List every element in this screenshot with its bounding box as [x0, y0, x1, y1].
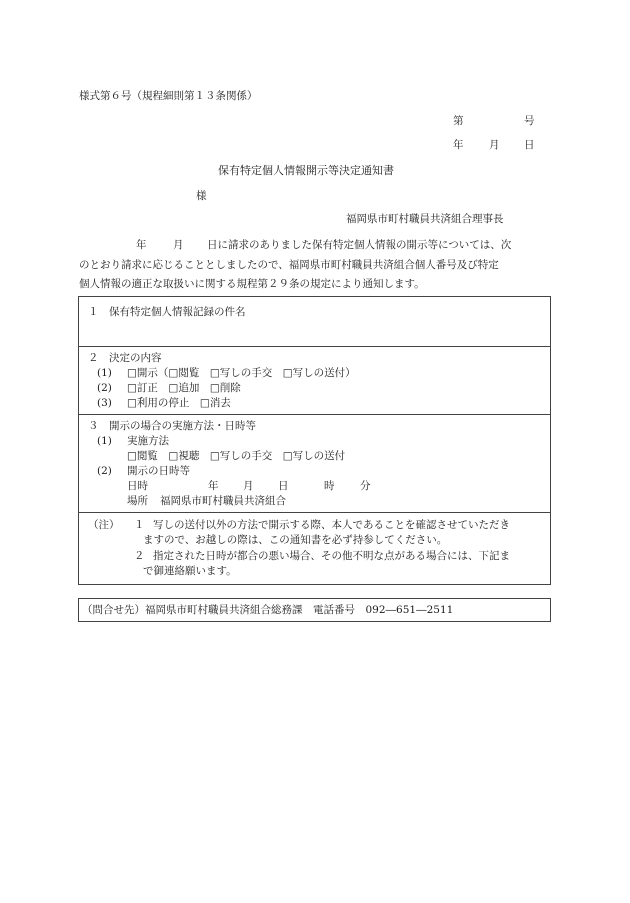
datetime-day: 日	[278, 480, 289, 492]
section2-item2-num: (2)	[97, 382, 112, 394]
datetime-label: 日時	[127, 480, 148, 492]
date-day: 日	[524, 139, 535, 151]
section3-heading: ３ 開示の場合の実施方法・日時等	[88, 420, 256, 432]
section2-item1: □開示（□閲覧 □写しの手交 □写しの送付）	[127, 367, 356, 379]
ref-go: 号	[524, 115, 535, 127]
datetime-minute: 分	[360, 480, 371, 492]
decision-table	[78, 296, 551, 585]
date-year: 年	[453, 139, 464, 151]
section2-heading: ２ 決定の内容	[88, 352, 162, 364]
contact-info: （問合せ先）福岡県市町村職員共済組合総務課 電話番号 092―651―2511	[82, 604, 454, 616]
section3-datetime-label: 開示の日時等	[127, 465, 190, 477]
note1-line2: ますので、お越しの際は、この通知書を必ず持参してください。	[143, 534, 448, 546]
section-divider	[79, 512, 550, 513]
note2-line2: で御連絡願います。	[143, 565, 237, 577]
section2-item3: □利用の停止 □消去	[127, 397, 231, 409]
section3-method-options: □閲覧 □視聴 □写しの手交 □写しの送付	[127, 450, 346, 462]
place-label: 場所	[127, 495, 148, 507]
body-month: 月	[173, 239, 184, 251]
datetime-hour: 時	[324, 480, 335, 492]
note1-num: １	[134, 519, 145, 531]
section-divider	[79, 414, 550, 415]
sender: 福岡県市町村職員共済組合理事長	[346, 213, 504, 225]
body-line3: 個人情報の適正な取扱いに関する規程第２９条の規定により通知します。	[79, 278, 425, 290]
contact-box	[78, 598, 551, 622]
section1-heading: １ 保有特定個人情報記録の件名	[88, 306, 246, 318]
section-divider	[79, 346, 550, 347]
body-line2: のとおり請求に応じることとしましたので、福岡県市町村職員共済組合個人番号及び特定	[79, 259, 499, 271]
body-line1: 日に請求のありました保有特定個人情報の開示等については、次	[207, 239, 512, 251]
section3-method-label: 実施方法	[127, 435, 169, 447]
section3-datetime-num: (2)	[97, 465, 112, 477]
section2-item1-num: (1)	[97, 367, 112, 379]
ref-dai: 第	[453, 115, 464, 127]
section2-item3-num: (3)	[97, 397, 112, 409]
note2-line1: 指定された日時が都合の悪い場合、その他不明な点がある場合には、下記ま	[153, 550, 510, 562]
recipient-suffix: 様	[196, 190, 207, 202]
notes-label: （注）	[88, 519, 120, 531]
date-month: 月	[489, 139, 500, 151]
note1-line1: 写しの送付以外の方法で開示する際、本人であることを確認させていただき	[153, 519, 510, 531]
form-id: 様式第６号（規程細則第１３条関係）	[79, 90, 258, 102]
note2-num: ２	[134, 550, 145, 562]
body-year: 年	[136, 239, 147, 251]
datetime-month: 月	[243, 480, 254, 492]
section3-method-num: (1)	[97, 435, 112, 447]
document-title: 保有特定個人情報開示等決定通知書	[218, 164, 394, 177]
place-value: 福岡県市町村職員共済組合	[160, 495, 286, 507]
section2-item2: □訂正 □追加 □削除	[127, 382, 241, 394]
datetime-year: 年	[208, 480, 219, 492]
